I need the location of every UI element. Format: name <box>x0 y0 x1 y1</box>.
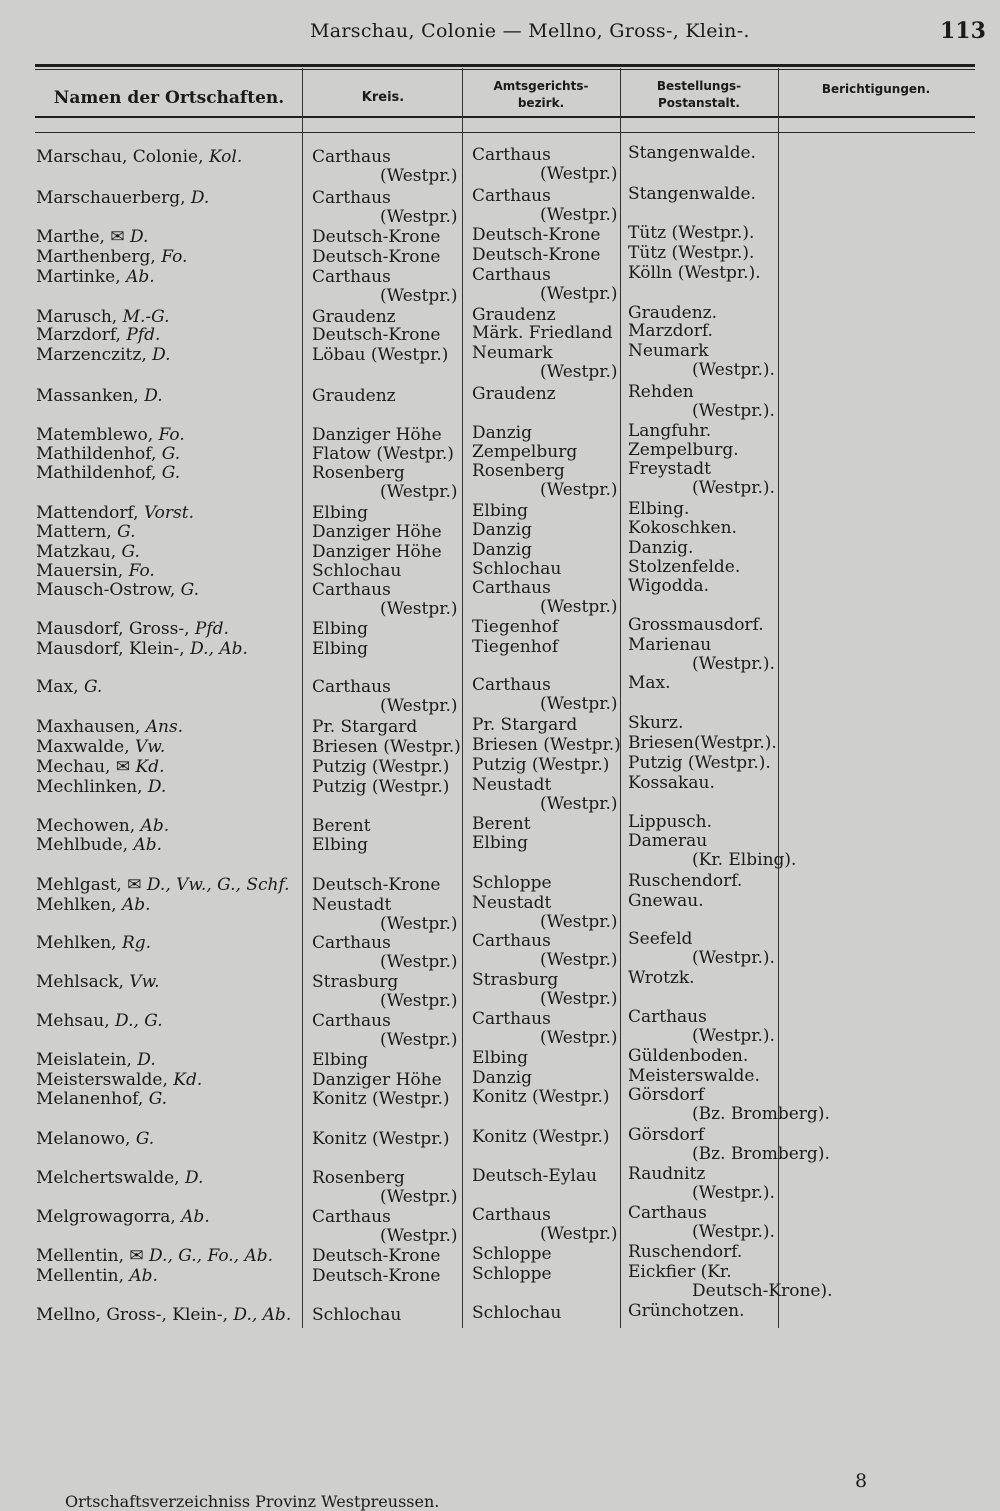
amtsgericht-cell: Deutsch-Krone <box>472 225 601 245</box>
amtsgericht-cell: Elbing <box>472 501 528 521</box>
place-type-abbrev: Fo. <box>161 247 188 267</box>
place-name-text: Mattern, <box>36 522 112 542</box>
postanstalt-cell: Briesen(Westpr.). <box>628 733 777 753</box>
amtsgericht-cell: Schloppe <box>472 1264 552 1284</box>
column-header-postanstalt-line2: Postanstalt. <box>658 96 740 110</box>
kreis-cell: (Westpr.) <box>380 952 458 972</box>
place-name <box>36 562 155 581</box>
place-type-abbrev: D. <box>185 1168 204 1188</box>
place-type-abbrev: G. <box>135 1129 155 1149</box>
place-name <box>36 1012 163 1031</box>
column-header-berichtigungen: Berichtigungen. <box>821 82 931 96</box>
kreis-cell: (Westpr.) <box>380 166 458 186</box>
kreis-cell: Schlochau <box>312 1305 402 1325</box>
place-name-text: Mausdorf, Klein-, <box>36 639 185 659</box>
place-name <box>36 758 164 777</box>
amtsgericht-cell: Danzig <box>472 520 532 540</box>
postanstalt-cell: Meisterswalde. <box>628 1066 760 1086</box>
place-name <box>36 640 248 659</box>
postanstalt-cell: (Kr. Elbing). <box>692 850 797 870</box>
postanstalt-cell: Tütz (Westpr.). <box>628 223 755 243</box>
kreis-cell: Carthaus <box>312 933 391 953</box>
place-name-text: Martinke, <box>36 267 121 287</box>
kreis-cell: Graudenz <box>312 307 396 327</box>
place-name-text: Marzenczitz, <box>36 345 147 365</box>
amtsgericht-cell: Schloppe <box>472 873 552 893</box>
place-name-text: Mattendorf, <box>36 503 139 523</box>
kreis-cell: Danziger Höhe <box>312 522 442 542</box>
column-divider-2 <box>462 68 463 1328</box>
kreis-cell: Deutsch-Krone <box>312 325 441 345</box>
place-name-text: Mausdorf, Gross-, <box>36 619 190 639</box>
kreis-cell: Deutsch-Krone <box>312 227 441 247</box>
kreis-cell: Deutsch-Krone <box>312 1266 441 1286</box>
postanstalt-cell: (Westpr.). <box>692 1222 775 1242</box>
postanstalt-cell: (Westpr.). <box>692 478 775 498</box>
kreis-cell: Elbing <box>312 503 368 523</box>
place-name <box>36 973 160 992</box>
kreis-cell: Konitz (Westpr.) <box>312 1089 450 1109</box>
place-name <box>36 1169 203 1188</box>
amtsgericht-cell: Neustadt <box>472 893 552 913</box>
place-type-abbrev: M.-G. <box>122 307 170 327</box>
place-name <box>36 543 140 562</box>
place-name <box>36 464 180 483</box>
kreis-cell: (Westpr.) <box>380 914 458 934</box>
place-name <box>36 1306 291 1325</box>
amtsgericht-cell: Strasburg <box>472 970 559 990</box>
postanstalt-cell: Wrotzk. <box>628 968 695 988</box>
amtsgericht-cell: Schloppe <box>472 1244 552 1264</box>
place-name <box>36 738 165 757</box>
amtsgericht-cell: (Westpr.) <box>540 164 618 184</box>
postanstalt-cell: Carthaus <box>628 1203 707 1223</box>
place-type-abbrev: Ab. <box>126 267 155 287</box>
place-name-text: Mellno, Gross-, Klein-, <box>36 1305 229 1325</box>
amtsgericht-cell: Konitz (Westpr.) <box>472 1127 610 1147</box>
kreis-cell: Flatow (Westpr.) <box>312 444 454 464</box>
place-name-text: Mechlinken, <box>36 777 143 797</box>
place-type-abbrev: Kol. <box>208 147 243 167</box>
place-type-abbrev: D. <box>152 345 171 365</box>
place-type-abbrev: G. <box>148 1089 168 1109</box>
place-name <box>36 248 187 267</box>
kreis-cell: Pr. Stargard <box>312 717 418 737</box>
postanstalt-cell: Lippusch. <box>628 812 713 832</box>
place-name-text: Meislatein, <box>36 1050 132 1070</box>
place-type-abbrev: Pfd. <box>194 619 229 639</box>
place-name <box>36 620 229 639</box>
place-type-abbrev: G. <box>121 542 140 562</box>
place-name-text: Melchertswalde, <box>36 1168 180 1188</box>
kreis-cell: Elbing <box>312 639 368 659</box>
postanstalt-cell: Stolzenfelde. <box>628 557 741 577</box>
place-type-abbrev: Kd. <box>135 757 165 777</box>
place-name <box>36 1130 154 1149</box>
postanstalt-cell: Ruschendorf. <box>628 1242 743 1262</box>
kreis-cell: Carthaus <box>312 580 391 600</box>
place-name-text: Mechowen, <box>36 816 136 836</box>
column-header-postanstalt-line1: Bestellungs- <box>656 79 742 93</box>
kreis-cell: Elbing <box>312 835 368 855</box>
kreis-cell: Putzig (Westpr.) <box>312 757 450 777</box>
amtsgericht-cell: Carthaus <box>472 265 551 285</box>
kreis-cell: (Westpr.) <box>380 696 458 716</box>
place-name-text: Mehlsack, <box>36 972 124 992</box>
place-type-abbrev: D. <box>147 777 167 797</box>
place-name <box>36 387 163 406</box>
postanstalt-cell: (Westpr.). <box>692 401 775 421</box>
place-name-text: Marzdorf, <box>36 325 121 345</box>
postanstalt-cell: Rehden <box>628 382 694 402</box>
place-name-text: Melanowo, <box>36 1129 131 1149</box>
place-name-text: Mathildenhof, <box>36 444 157 464</box>
postanstalt-cell: Langfuhr. <box>628 421 712 441</box>
place-name <box>36 678 102 697</box>
kreis-cell: (Westpr.) <box>380 599 458 619</box>
signature-number: 8 <box>855 1470 868 1492</box>
amtsgericht-cell: Schlochau <box>472 559 562 579</box>
place-name <box>36 189 209 208</box>
place-type-abbrev: D. <box>144 386 163 406</box>
place-type-abbrev: Ans. <box>145 717 184 737</box>
place-type-abbrev: D., G. <box>115 1011 163 1031</box>
place-type-abbrev: Ab. <box>121 895 151 915</box>
place-type-abbrev: Ab. <box>129 1266 158 1286</box>
postanstalt-cell: Zempelburg. <box>628 440 739 460</box>
amtsgericht-cell: (Westpr.) <box>540 912 618 932</box>
place-name-text: Melgrowagorra, <box>36 1207 176 1227</box>
place-name-text: Mellentin, <box>36 1266 124 1286</box>
place-type-abbrev: D. <box>137 1050 156 1070</box>
kreis-cell: Elbing <box>312 1050 368 1070</box>
postanstalt-cell: Ruschendorf. <box>628 871 743 891</box>
body-top-rule <box>35 132 975 133</box>
postanstalt-cell: Stangenwalde. <box>628 184 756 204</box>
place-name-text: Meisterswalde, <box>36 1070 168 1090</box>
amtsgericht-cell: (Westpr.) <box>540 597 618 617</box>
column-header-amtsgericht-line2: bezirk. <box>517 96 565 110</box>
kreis-cell: Danziger Höhe <box>312 1070 442 1090</box>
kreis-cell: Schlochau <box>312 561 402 581</box>
amtsgericht-cell: Tiegenhof <box>472 617 559 637</box>
place-name-text: Mehlken, <box>36 895 117 915</box>
amtsgericht-cell: (Westpr.) <box>540 362 618 382</box>
place-name-text: Mehlgast, ✉ <box>36 875 142 895</box>
place-type-abbrev: Vorst. <box>143 503 195 523</box>
postanstalt-cell: Grossmausdorf. <box>628 615 764 635</box>
place-name <box>36 876 290 895</box>
place-name <box>36 778 166 797</box>
column-header-name: Namen der Ortschaften. <box>53 88 285 108</box>
kreis-cell: (Westpr.) <box>380 286 458 306</box>
place-type-abbrev: G. <box>117 522 136 542</box>
postanstalt-cell: Marienau <box>628 635 712 655</box>
place-type-abbrev: Fo. <box>158 425 185 445</box>
place-type-abbrev: D., G., Fo., Ab. <box>149 1246 274 1266</box>
column-header-postanstalt <box>620 78 778 112</box>
postanstalt-cell: Danzig. <box>628 538 694 558</box>
kreis-cell: Strasburg <box>312 972 399 992</box>
header-bottom-rule <box>35 116 975 118</box>
kreis-cell: (Westpr.) <box>380 1187 458 1207</box>
place-name <box>36 896 151 915</box>
amtsgericht-cell: (Westpr.) <box>540 989 618 1009</box>
place-name-text: Massanken, <box>36 386 139 406</box>
place-type-abbrev: Rg. <box>121 933 152 953</box>
kreis-cell: (Westpr.) <box>380 207 458 227</box>
running-head <box>0 18 1000 48</box>
amtsgericht-cell: (Westpr.) <box>540 205 618 225</box>
postanstalt-cell: Putzig (Westpr.). <box>628 753 771 773</box>
kreis-cell: (Westpr.) <box>380 1226 458 1246</box>
column-header-amtsgericht-line1: Amtsgerichts- <box>493 79 589 93</box>
place-name <box>36 228 148 247</box>
amtsgericht-cell: Berent <box>472 814 531 834</box>
postanstalt-cell: Skurz. <box>628 713 684 733</box>
place-name <box>36 934 151 953</box>
column-divider-1 <box>302 68 303 1328</box>
place-type-abbrev: D., Ab. <box>190 639 248 659</box>
place-type-abbrev: Vw. <box>129 972 160 992</box>
place-name <box>36 326 160 345</box>
column-header-amtsgericht <box>462 78 620 112</box>
amtsgericht-cell: Danzig <box>472 1068 532 1088</box>
postanstalt-cell: (Westpr.). <box>692 948 775 968</box>
place-type-abbrev: Pfd. <box>126 325 161 345</box>
place-name-text: Marschauerberg, <box>36 188 186 208</box>
place-name-text: Matzkau, <box>36 542 117 562</box>
kreis-cell: Carthaus <box>312 1011 391 1031</box>
place-name-text: Mechau, ✉ <box>36 757 131 777</box>
place-name-text: Maxwalde, <box>36 737 130 757</box>
place-name <box>36 268 155 287</box>
amtsgericht-cell: (Westpr.) <box>540 1224 618 1244</box>
postanstalt-cell: Carthaus <box>628 1007 707 1027</box>
amtsgericht-cell: Deutsch-Eylau <box>472 1166 597 1186</box>
place-name <box>36 523 136 542</box>
postanstalt-cell: Elbing. <box>628 499 690 519</box>
postanstalt-cell: (Bz. Bromberg). <box>692 1144 830 1164</box>
amtsgericht-cell: Carthaus <box>472 931 551 951</box>
postanstalt-cell: (Westpr.). <box>692 654 775 674</box>
place-name <box>36 1208 210 1227</box>
amtsgericht-cell: Carthaus <box>472 1009 551 1029</box>
amtsgericht-cell: Deutsch-Krone <box>472 245 601 265</box>
amtsgericht-cell: Carthaus <box>472 675 551 695</box>
postanstalt-cell: Raudnitz <box>628 1164 706 1184</box>
postanstalt-cell: Deutsch-Krone). <box>692 1281 833 1301</box>
place-name <box>36 1247 273 1266</box>
kreis-cell: Carthaus <box>312 188 391 208</box>
amtsgericht-cell: Neumark <box>472 343 553 363</box>
kreis-cell: Putzig (Westpr.) <box>312 777 450 797</box>
place-type-abbrev: Vw. <box>135 737 166 757</box>
amtsgericht-cell: Tiegenhof <box>472 637 559 657</box>
amtsgericht-cell: Carthaus <box>472 145 551 165</box>
kreis-cell: Deutsch-Krone <box>312 875 441 895</box>
place-name <box>36 445 180 464</box>
place-name-text: Mauersin, <box>36 561 124 581</box>
kreis-cell: Danziger Höhe <box>312 542 442 562</box>
place-type-abbrev: G. <box>180 580 200 600</box>
header-top-rule-thin <box>35 69 975 70</box>
place-type-abbrev: D., Ab. <box>233 1305 292 1325</box>
amtsgericht-cell: Danzig <box>472 423 532 443</box>
kreis-cell: Briesen (Westpr.) <box>312 737 461 757</box>
place-name <box>36 426 185 445</box>
postanstalt-cell: Gnewau. <box>628 891 704 911</box>
amtsgericht-cell: Rosenberg <box>472 461 565 481</box>
place-name-text: Mehlken, <box>36 933 117 953</box>
kreis-cell: Carthaus <box>312 147 391 167</box>
place-name <box>36 581 199 600</box>
postanstalt-cell: Marzdorf. <box>628 321 713 341</box>
place-name <box>36 817 169 836</box>
running-title: Marschau, Colonie — Mellno, Gross-, Klein-. <box>310 20 750 42</box>
amtsgericht-cell: (Westpr.) <box>540 1028 618 1048</box>
place-name <box>36 504 194 523</box>
amtsgericht-cell: Carthaus <box>472 186 551 206</box>
amtsgericht-cell: Zempelburg <box>472 442 578 462</box>
kreis-cell: Löbau (Westpr.) <box>312 345 449 365</box>
column-divider-4 <box>778 68 779 1328</box>
place-name-text: Matemblewo, <box>36 425 154 445</box>
kreis-cell: Neustadt <box>312 895 392 915</box>
place-type-abbrev: D., Vw., G., Schf. <box>146 875 290 895</box>
place-type-abbrev: G. <box>161 463 181 483</box>
postanstalt-cell: (Westpr.). <box>692 1183 775 1203</box>
amtsgericht-cell: (Westpr.) <box>540 694 618 714</box>
place-type-abbrev: Fo. <box>128 561 155 581</box>
column-header-kreis: Kreis. <box>361 90 405 105</box>
postanstalt-cell: Görsdorf <box>628 1125 705 1145</box>
place-name-text: Maxhausen, <box>36 717 141 737</box>
postanstalt-cell: Görsdorf <box>628 1085 705 1105</box>
postanstalt-cell: Kokoschken. <box>628 518 737 538</box>
place-name-text: Marthenberg, <box>36 247 156 267</box>
place-name-text: Mehsau, <box>36 1011 110 1031</box>
place-name <box>36 718 183 737</box>
place-type-abbrev: Kd. <box>173 1070 203 1090</box>
place-type-abbrev: Ab. <box>140 816 170 836</box>
place-name-text: Marusch, <box>36 307 118 327</box>
place-name <box>36 346 171 365</box>
amtsgericht-cell: Konitz (Westpr.) <box>472 1087 610 1107</box>
postanstalt-cell: Neumark <box>628 341 709 361</box>
place-type-abbrev: D. <box>129 227 149 247</box>
kreis-cell: Deutsch-Krone <box>312 1246 441 1266</box>
postanstalt-cell: Grünchotzen. <box>628 1301 745 1321</box>
kreis-cell: Danziger Höhe <box>312 425 442 445</box>
place-type-abbrev: G. <box>83 677 103 697</box>
kreis-cell: (Westpr.) <box>380 1030 458 1050</box>
footer-text: Ortschaftsverzeichniss Provinz Westpreussen. <box>65 1492 440 1511</box>
amtsgericht-cell: Elbing <box>472 833 528 853</box>
place-type-abbrev: D. <box>190 188 210 208</box>
postanstalt-cell: Seefeld <box>628 929 693 949</box>
place-type-abbrev: Ab. <box>133 835 163 855</box>
kreis-cell: Carthaus <box>312 267 391 287</box>
postanstalt-cell: Tütz (Westpr.). <box>628 243 755 263</box>
amtsgericht-cell: (Westpr.) <box>540 950 618 970</box>
postanstalt-cell: Max. <box>628 673 671 693</box>
kreis-cell: Konitz (Westpr.) <box>312 1129 450 1149</box>
kreis-cell: (Westpr.) <box>380 991 458 1011</box>
postanstalt-cell: Eickfier (Kr. <box>628 1262 732 1282</box>
place-type-abbrev: Ab. <box>181 1207 210 1227</box>
amtsgericht-cell: Briesen (Westpr.) <box>472 735 621 755</box>
kreis-cell: (Westpr.) <box>380 482 458 502</box>
place-name <box>36 1090 167 1109</box>
header-top-rule <box>35 64 975 67</box>
place-name <box>36 148 242 167</box>
place-name-text: Mausch-Ostrow, <box>36 580 176 600</box>
postanstalt-cell: Wigodda. <box>628 576 710 596</box>
postanstalt-cell: Graudenz. <box>628 303 718 323</box>
postanstalt-cell: Stangenwalde. <box>628 143 756 163</box>
amtsgericht-cell: Elbing <box>472 1048 528 1068</box>
amtsgericht-cell: Märk. Friedland <box>472 323 613 343</box>
kreis-cell: Rosenberg <box>312 463 405 483</box>
place-name-text: Melanenhof, <box>36 1089 144 1109</box>
postanstalt-cell: (Westpr.). <box>692 1026 775 1046</box>
postanstalt-cell: Kossakau. <box>628 773 715 793</box>
postanstalt-cell: (Bz. Bromberg). <box>692 1104 830 1124</box>
kreis-cell: Carthaus <box>312 677 391 697</box>
place-name <box>36 1267 158 1286</box>
kreis-cell: Berent <box>312 816 371 836</box>
page-number: 113 <box>940 18 986 44</box>
amtsgericht-cell: Danzig <box>472 540 532 560</box>
column-divider-3 <box>620 68 621 1328</box>
postanstalt-cell: Freystadt <box>628 459 711 479</box>
postanstalt-cell: Kölln (Westpr.). <box>628 263 761 283</box>
postanstalt-cell: (Westpr.). <box>692 360 775 380</box>
kreis-cell: Elbing <box>312 619 368 639</box>
amtsgericht-cell: (Westpr.) <box>540 794 618 814</box>
place-name-text: Mellentin, ✉ <box>36 1246 144 1266</box>
place-name <box>36 836 162 855</box>
postanstalt-cell: Damerau <box>628 831 708 851</box>
place-name-text: Marthe, ✉ <box>36 227 125 247</box>
amtsgericht-cell: Schlochau <box>472 1303 562 1323</box>
amtsgericht-cell: Graudenz <box>472 384 556 404</box>
place-name-text: Max, <box>36 677 79 697</box>
kreis-cell: Carthaus <box>312 1207 391 1227</box>
amtsgericht-cell: Graudenz <box>472 305 556 325</box>
amtsgericht-cell: (Westpr.) <box>540 284 618 304</box>
place-name <box>36 1071 202 1090</box>
amtsgericht-cell: Pr. Stargard <box>472 715 578 735</box>
kreis-cell: Deutsch-Krone <box>312 247 441 267</box>
amtsgericht-cell: Carthaus <box>472 578 551 598</box>
place-name-text: Mathildenhof, <box>36 463 157 483</box>
place-name-text: Marschau, Colonie, <box>36 147 204 167</box>
amtsgericht-cell: Putzig (Westpr.) <box>472 755 610 775</box>
amtsgericht-cell: Carthaus <box>472 1205 551 1225</box>
kreis-cell: Rosenberg <box>312 1168 405 1188</box>
place-type-abbrev: G. <box>161 444 181 464</box>
amtsgericht-cell: (Westpr.) <box>540 480 618 500</box>
postanstalt-cell: Güldenboden. <box>628 1046 749 1066</box>
amtsgericht-cell: Neustadt <box>472 775 552 795</box>
kreis-cell: Graudenz <box>312 386 396 406</box>
place-name-text: Mehlbude, <box>36 835 129 855</box>
place-name <box>36 1051 156 1070</box>
